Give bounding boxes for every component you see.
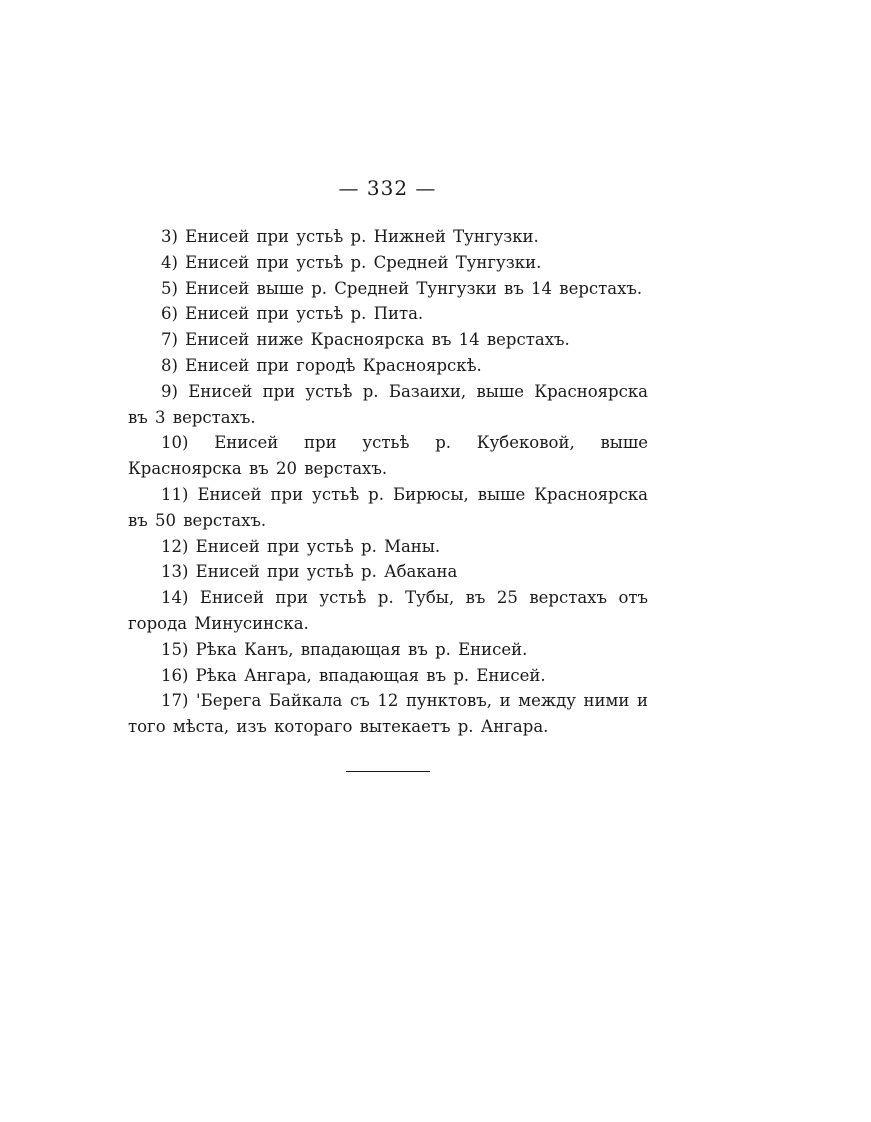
page-number: — 332 — [338,176,437,200]
entry-list [128,224,648,740]
list-item: 5) Енисей выше р. Средней Тунгузки въ 14 верстахъ. [161,278,643,298]
list-item: 14) Енисей при устьѣ р. Тубы, въ 25 верстахъ отъ города Минусинска. [128,588,648,633]
list-item: 13) Енисей при устьѣ р. Абакана [161,562,458,582]
section-divider [346,771,430,772]
list-item: 15) Рѣка Канъ, впадающая въ р. Енисей. [161,639,528,659]
list-item: 6) Енисей при устьѣ р. Пита. [161,304,424,324]
list-item: 17) 'Берега Байкала съ 12 пунктовъ, и между ними и того мѣста, изъ котораго вытекаетъ р. Ангара. [128,691,648,737]
list-item: 8) Енисей при городѣ Красноярскѣ. [161,355,482,375]
list-item: 4) Енисей при устьѣ р. Средней Тунгузки. [161,252,542,272]
list-item: 7) Енисей ниже Красноярска въ 14 верстахъ. [161,330,570,350]
list-item: 11) Енисей при устьѣ р. Бирюсы, выше Красноярска въ 50 верстахъ. [128,484,648,530]
list-item: 3) Енисей при устьѣ р. Нижней Тунгузки. [161,227,539,246]
list-item: 9) Енисей при устьѣ р. Базаихи, выше Красноярска въ 3 верстахъ. [128,381,648,427]
list-item: 12) Енисей при устьѣ р. Маны. [161,536,441,556]
list-item: 10) Енисей при устьѣ р. Кубековой, выше Красноярска въ 20 верстахъ. [128,433,648,479]
list-item: 16) Рѣка Ангара, впадающая въ р. Енисей. [161,665,546,685]
